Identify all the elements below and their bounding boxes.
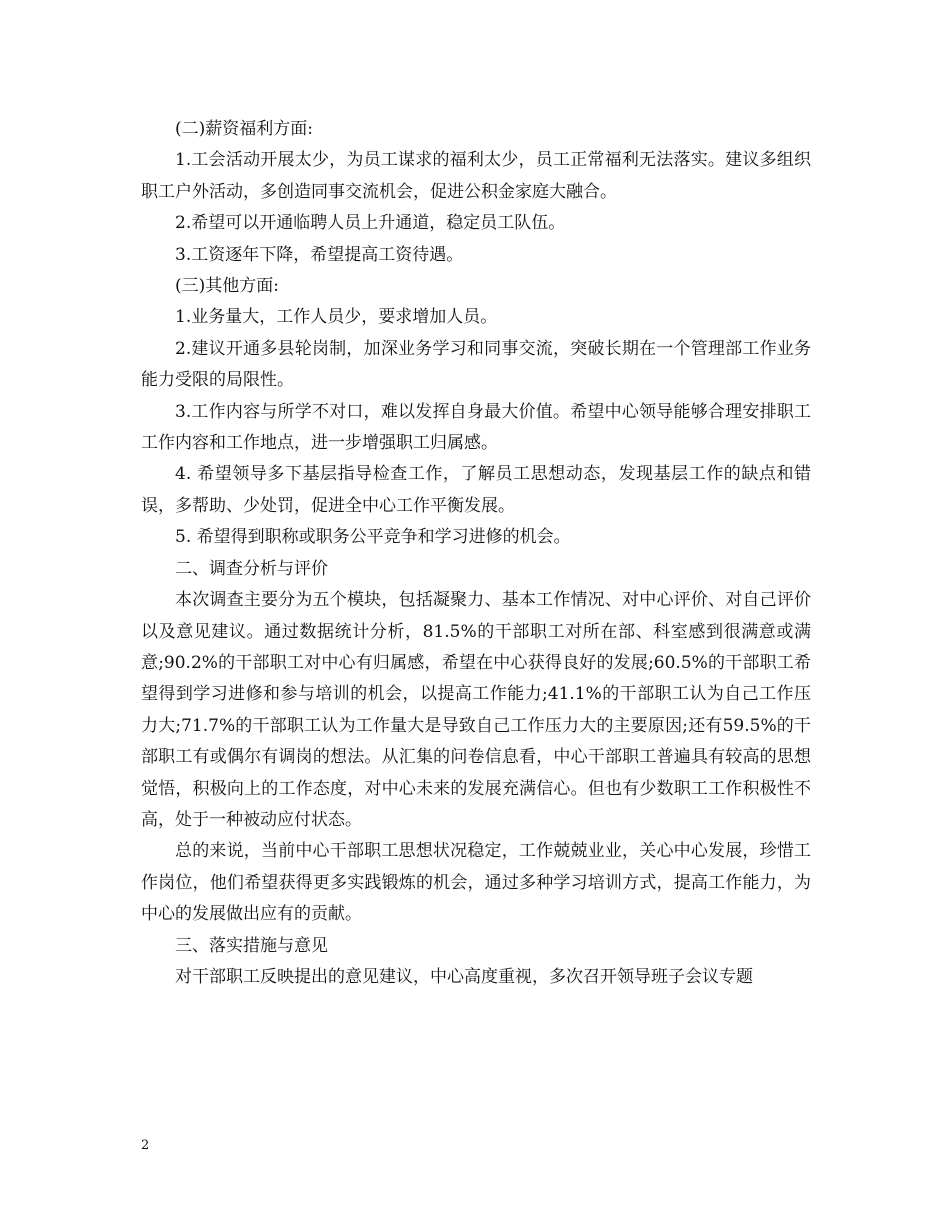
salary-item-2: 2.希望可以开通临聘人员上升通道，稳定员工队伍。 (175, 213, 566, 234)
other-item-5: 5. 希望得到职称或职务公平竞争和学习进修的机会。 (175, 527, 571, 548)
heading-other-aspects: (三)其他方面: (175, 276, 279, 297)
document-body (141, 114, 811, 993)
salary-item-3: 3.工资逐年下降，希望提高工资待遇。 (175, 244, 464, 265)
summary-paragraph: 总的来说，当前中心干部职工思想状况稳定，工作兢兢业业，关心中心发展，珍惜工作岗位，他们希望获得更多实践锻炼的机会，通过多种学习培训方式，提高工作能力，为中心的发展做出应有的贡献。 (141, 841, 811, 925)
other-item-1: 1.业务量大，工作人员少，要求增加人员。 (175, 307, 498, 328)
heading-salary-benefits: (二)薪资福利方面: (175, 119, 313, 139)
section-heading-analysis: 二、调查分析与评价 (175, 558, 328, 579)
salary-item-1: 1.工会活动开展太少，为员工谋求的福利太少，员工正常福利无法落实。建议多组织职工户外活动，多创造同事交流机会，促进公积金家庭大融合。 (141, 150, 811, 202)
analysis-paragraph: 本次调查主要分为五个模块，包括凝聚力、基本工作情况、对中心评价、对自己评价以及意见建议。通过数据统计分析，81.5%的干部职工对所在部、科室感到很满意或满意;90.2%的干部职工对中心有归属感，希望在中心获得良好的发展;60.5%的干部职工希望得到学习进修和参与培训的机会，以提高工作能力;41.1%的干部职工认为自己工作压力大;71.7%的干部职工认为工作量大是导致自己工作压力大的主要原因;还有59.5%的干部职工有或偶尔有调岗的想法。从汇集的问卷信息看，中心干部职工普遍具有较高的思想觉悟，积极向上的工作态度，对中心未来的发展充满信心。但也有少数职工工作积极性不高，处于一种被动应付状态。 (141, 590, 811, 830)
other-item-3: 3.工作内容与所学不对口，难以发挥自身最大价值。希望中心领导能够合理安排职工工作内容和工作地点，进一步增强职工归属感。 (141, 401, 811, 454)
measures-paragraph: 对干部职工反映提出的意见建议，中心高度重视，多次召开领导班子会议专题 (175, 966, 753, 987)
section-heading-measures: 三、落实措施与意见 (175, 935, 328, 956)
other-item-4: 4. 希望领导多下基层指导检查工作，了解员工思想动态，发现基层工作的缺点和错误，多帮助、少处罚，促进全中心工作平衡发展。 (141, 464, 811, 516)
other-item-2: 2.建议开通多县轮岗制，加深业务学习和同事交流，突破长期在一个管理部工作业务能力受限的局限性。 (141, 338, 811, 391)
page-number: 2 (141, 1138, 150, 1153)
